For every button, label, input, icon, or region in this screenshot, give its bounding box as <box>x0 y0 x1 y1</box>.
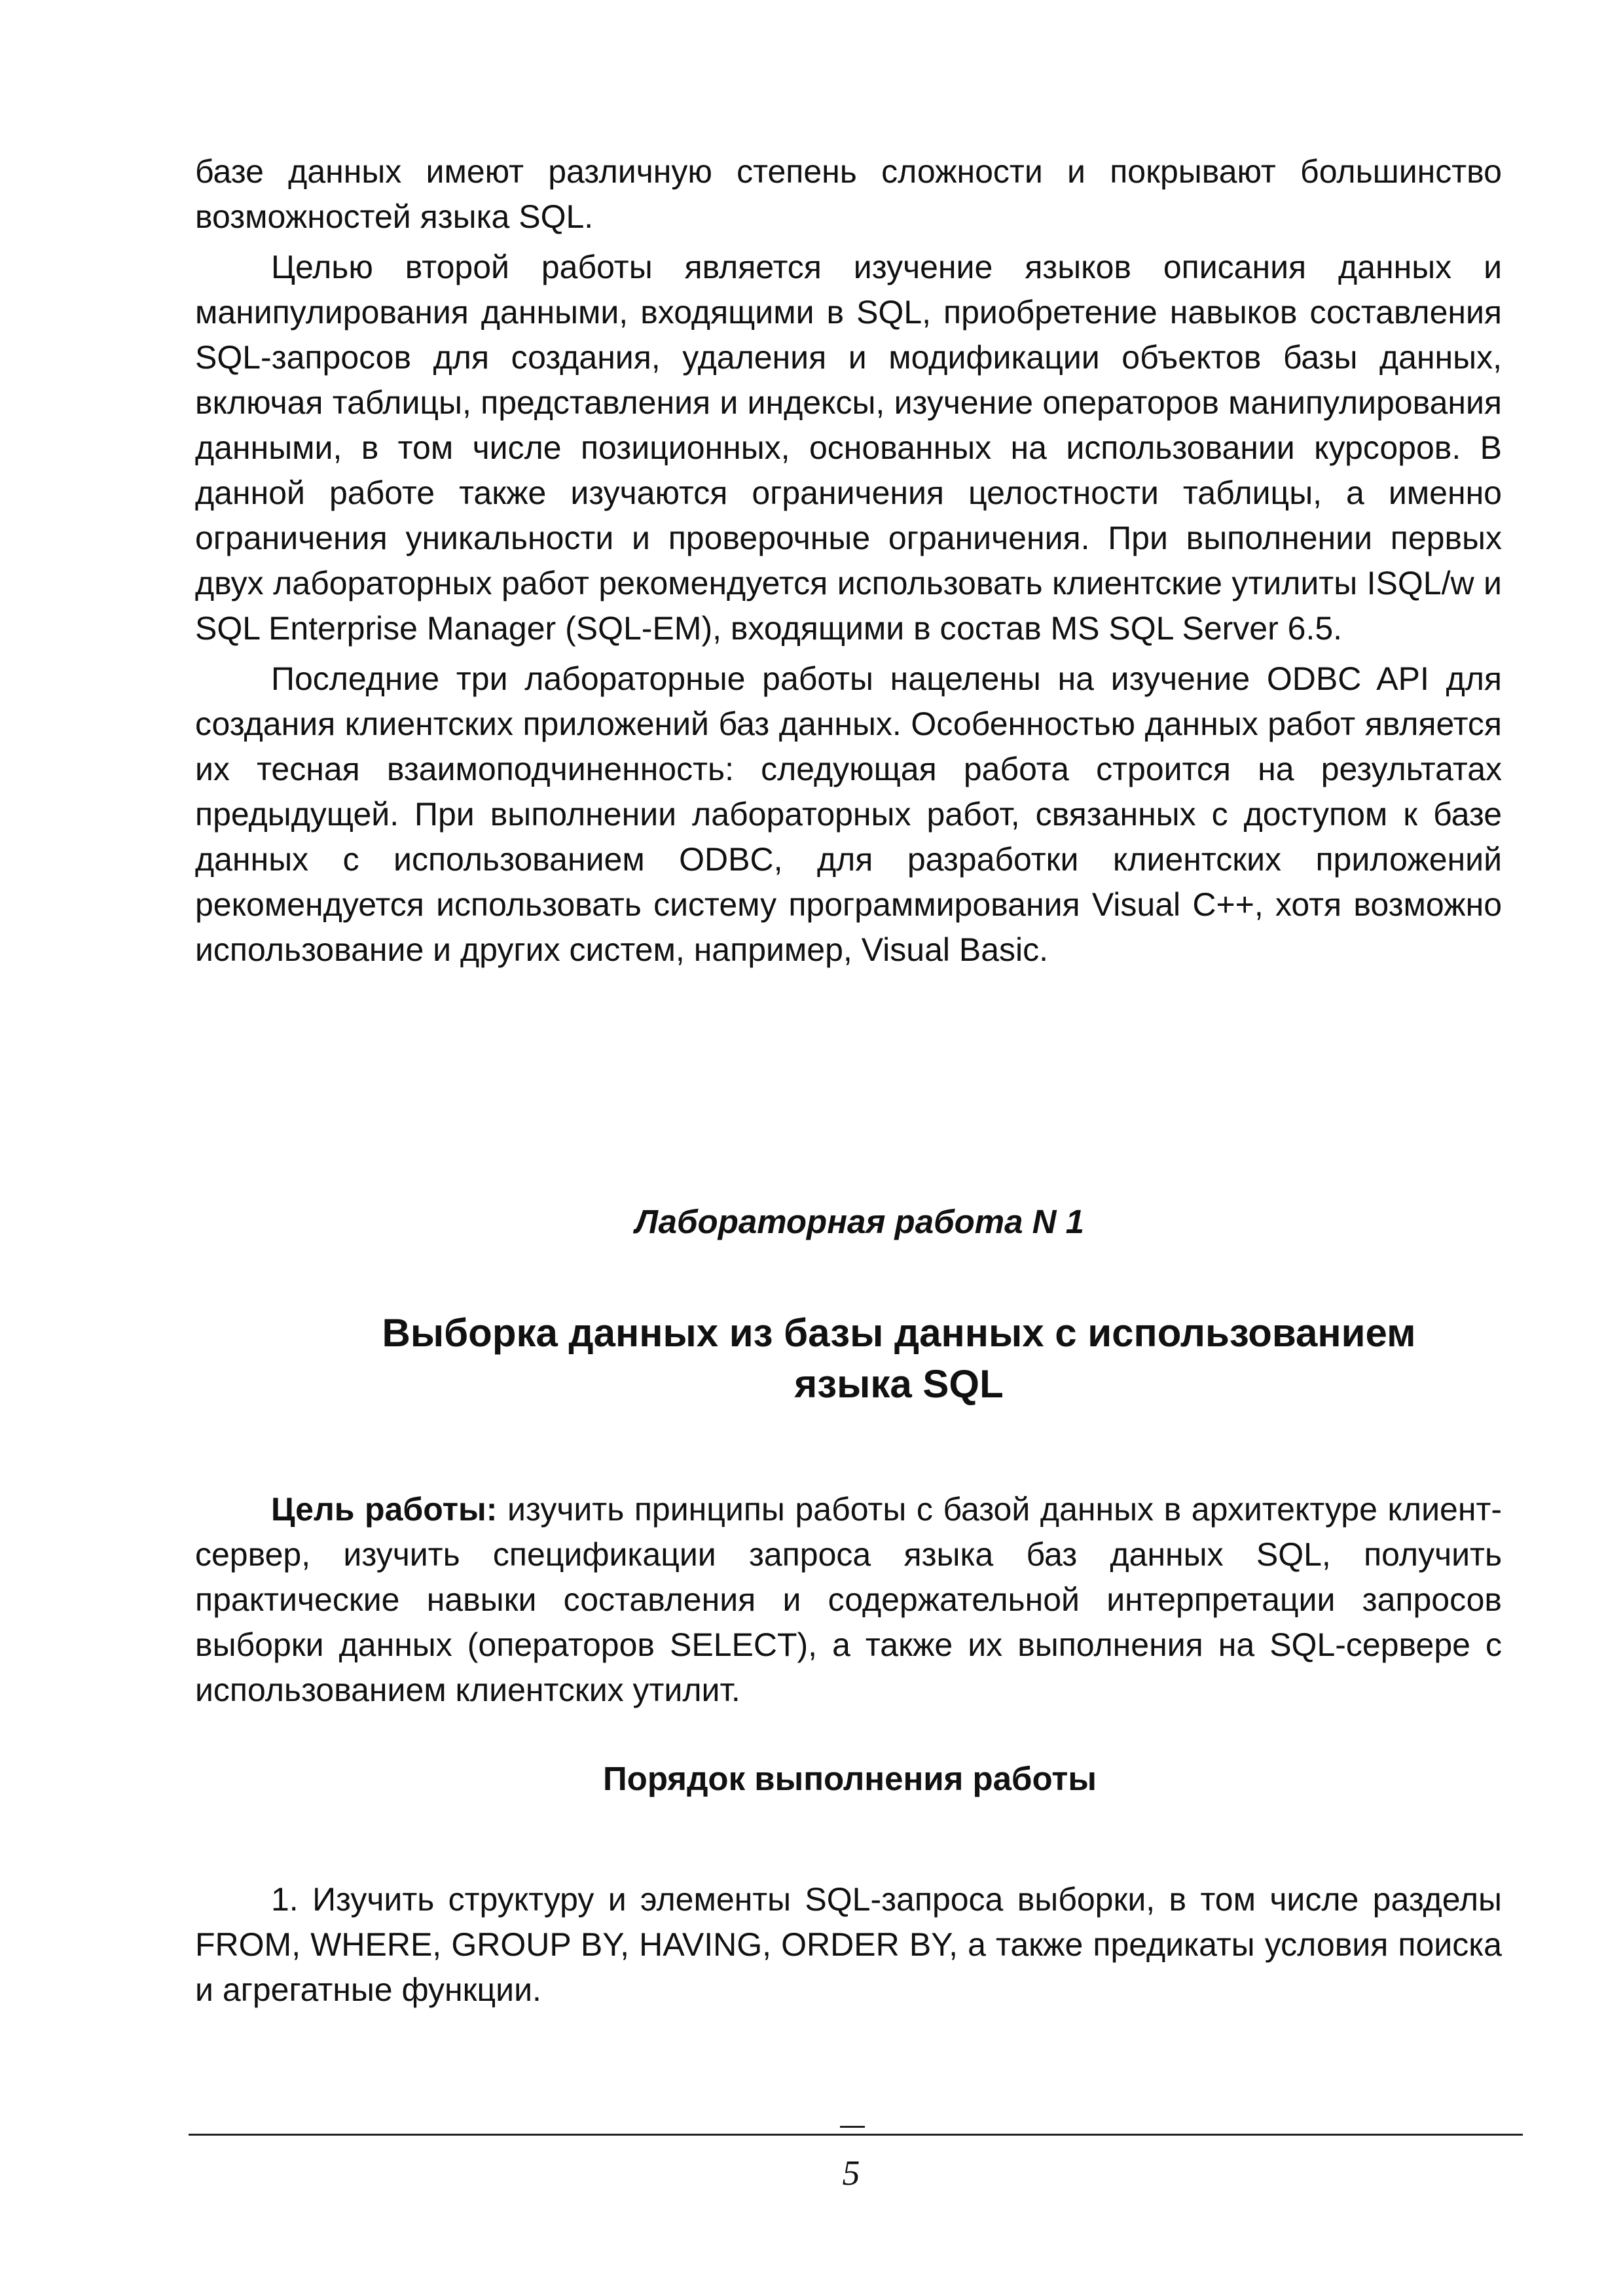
intro-paragraph-2: Целью второй работы является изучение языков описания данных и манипулирования данными, входящими в SQL, приобретение навыков составления SQL-запросов для создания, удаления и модификации объектов базы данных, включая таблицы, представления и индексы, изучение операторов манипулирования данными, в том числе позиционных, основанных на использовании курсоров. В данной работе также изучаются ограничения целостности таблицы, а именно ограничения уникальности и проверочные ограничения. При выполнении первых двух лабораторных работ рекомендуется использовать клиентские утилиты ISQL/w и SQL Enterprise Manager (SQL-EM), входящими в состав MS SQL Server 6.5. <box>195 249 1502 647</box>
page-number: 5 <box>842 2153 860 2193</box>
intro-paragraph-1: базе данных имеют различную степень сложности и покрывают большинство возможностей языка SQL. <box>195 153 1502 235</box>
procedure-step-1: 1. Изучить структуру и элементы SQL-запроса выборки, в том числе разделы FROM, WHERE, GROUP BY, HAVING, ORDER BY, а также предикаты условия поиска и агрегатные функции. <box>195 1881 1502 2008</box>
procedure-heading: Порядок выполнения работы <box>603 1760 1097 1797</box>
lab-number-heading: Лабораторная работа N 1 <box>634 1203 1085 1240</box>
intro-section <box>195 149 1502 973</box>
footer-divider <box>189 2134 1523 2136</box>
intro-paragraph-3: Последние три лабораторные работы нацелены на изучение ODBC API для создания клиентских приложений баз данных. Особенностью данных работ является их тесная взаимоподчиненность: следующая работа строится на результатах предыдущей. При выполнении лабораторных работ, связанных с доступом к базе данных с использованием ODBC, для разработки клиентских приложений рекомендуется использовать систему программирования Visual C++, хотя возможно использование и других систем, например, Visual Basic. <box>195 660 1502 968</box>
goal-text: изучить принципы работы с базой данных в архитектуре клиент-сервер, изучить спецификации запроса языка баз данных SQL, получить практические навыки составления и содержательной интерпретации запросов выборки данных (операторов SELECT), а также их выполнения на SQL-сервере с использованием клиентских утилит. <box>195 1491 1502 1708</box>
procedure-steps <box>195 1877 1502 2013</box>
goal-label: Цель работы: <box>271 1491 498 1528</box>
lab-title <box>195 1308 1603 1410</box>
footer-tick-divider <box>840 2126 865 2128</box>
lab-title-line-1: Выборка данных из базы данных с использованием <box>382 1311 1416 1355</box>
lab-title-line-2: языка SQL <box>794 1362 1004 1406</box>
goal-paragraph <box>195 1487 1502 1713</box>
goal-section <box>195 1487 1502 1713</box>
